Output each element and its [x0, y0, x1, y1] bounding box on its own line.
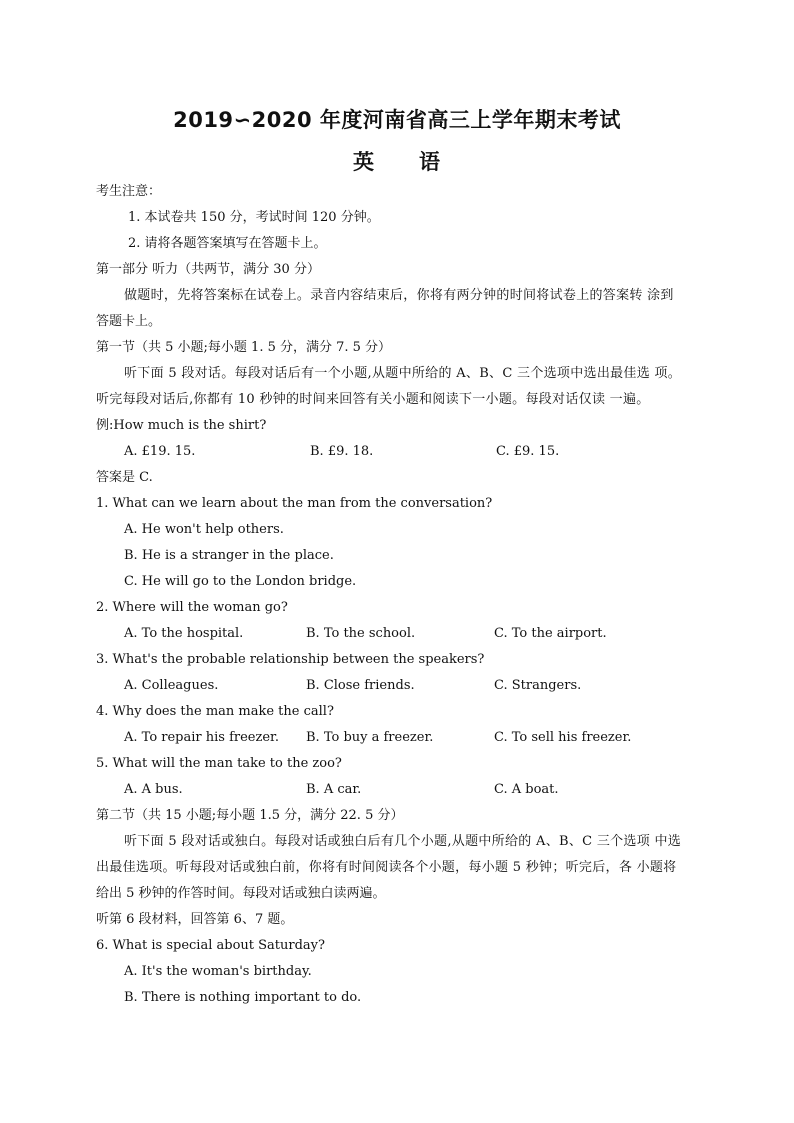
- example-option-c: C. £9. 15.: [496, 444, 560, 459]
- question-6: 6. What is special about Saturday?: [96, 938, 325, 953]
- section2-header: 第二节（共 15 小题;每小题 1.5 分，满分 22. 5 分）: [96, 808, 404, 823]
- part1-header: 第一部分 听力（共两节，满分 30 分）: [96, 262, 320, 277]
- section2-instruction-line-3: 给出 5 秒钟的作答时间。每段对话或独白读两遍。: [96, 886, 386, 901]
- section1-header: 第一节（共 5 小题;每小题 1. 5 分，满分 7. 5 分）: [96, 340, 392, 355]
- question-3: 3. What's the probable relationship between the speakers?: [96, 652, 485, 667]
- question-3-option-b: B. Close friends.: [306, 678, 415, 693]
- question-5: 5. What will the man take to the zoo?: [96, 756, 342, 771]
- question-1: 1. What can we learn about the man from the conversation?: [96, 496, 493, 511]
- question-1-option-c: C. He will go to the London bridge.: [124, 574, 357, 589]
- material-6-note: 听第 6 段材料，回答第 6、7 题。: [96, 912, 294, 927]
- notice-header: 考生注意：: [96, 184, 162, 199]
- part1-instruction-line-2: 答题卡上。: [96, 314, 162, 329]
- part1-instruction-line-1: 做题时，先将答案标在试卷上。录音内容结束后，你将有两分钟的时间将试卷上的答案转 涂到: [124, 288, 674, 303]
- question-4: 4. Why does the man make the call?: [96, 704, 334, 719]
- subject-title: 英 语: [353, 150, 441, 174]
- question-6-option-a: A. It's the woman's birthday.: [124, 964, 312, 979]
- question-2: 2. Where will the woman go?: [96, 600, 288, 615]
- question-4-option-c: C. To sell his freezer.: [494, 730, 632, 745]
- question-1-option-b: B. He is a stranger in the place.: [124, 548, 334, 563]
- question-3-option-a: A. Colleagues.: [124, 678, 219, 693]
- question-5-option-a: A. A bus.: [124, 782, 183, 797]
- question-4-option-b: B. To buy a freezer.: [306, 730, 434, 745]
- example-option-a: A. £19. 15.: [124, 444, 196, 459]
- notice-item-1: 1. 本试卷共 150 分，考试时间 120 分钟。: [128, 210, 380, 225]
- question-5-option-b: B. A car.: [306, 782, 362, 797]
- section2-instruction-line-1: 听下面 5 段对话或独白。每段对话或独白后有几个小题,从题中所给的 A、B、C 三个选项 中选: [124, 834, 682, 849]
- section1-instruction-line-2: 听完每段对话后,你都有 10 秒钟的时间来回答有关小题和阅读下一小题。每段对话仅读 一遍。: [96, 392, 650, 407]
- exam-title: 2019∽2020 年度河南省高三上学年期末考试: [173, 108, 621, 132]
- section1-instruction-line-1: 听下面 5 段对话。每段对话后有一个小题,从题中所给的 A、B、C 三个选项中选出最佳选 项。: [124, 366, 682, 381]
- question-2-option-c: C. To the airport.: [494, 626, 607, 641]
- question-4-option-a: A. To repair his freezer.: [124, 730, 279, 745]
- question-2-option-a: A. To the hospital.: [124, 626, 244, 641]
- section2-instruction-line-2: 出最佳选项。听每段对话或独白前，你将有时间阅读各个小题，每小题 5 秒钟；听完后，各 小题将: [96, 860, 677, 875]
- example-answer: 答案是 C.: [96, 470, 153, 485]
- question-3-option-c: C. Strangers.: [494, 678, 582, 693]
- question-6-option-b: B. There is nothing important to do.: [124, 990, 362, 1005]
- example-question: 例:How much is the shirt?: [96, 418, 267, 433]
- question-5-option-c: C. A boat.: [494, 782, 559, 797]
- notice-item-2: 2. 请将各题答案填写在答题卡上。: [128, 236, 327, 251]
- example-option-b: B. £9. 18.: [310, 444, 374, 459]
- question-2-option-b: B. To the school.: [306, 626, 416, 641]
- question-1-option-a: A. He won't help others.: [124, 522, 284, 537]
